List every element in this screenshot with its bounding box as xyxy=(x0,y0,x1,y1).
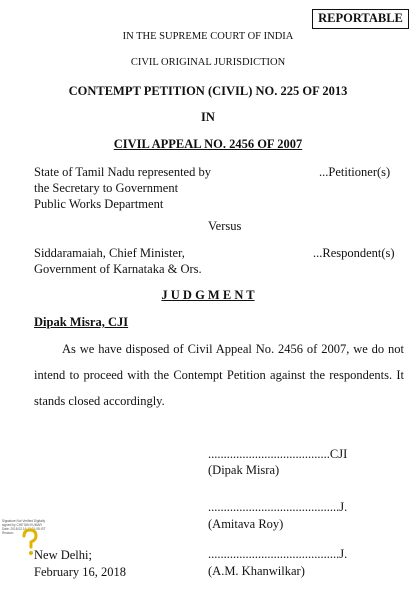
signatory-name: (Dipak Misra) xyxy=(208,463,280,477)
petitioner-line: the Secretary to Government xyxy=(34,181,179,195)
respondent-line: Siddaramaiah, Chief Minister, xyxy=(34,246,185,260)
jurisdiction: CIVIL ORIGINAL JURISDICTION xyxy=(130,57,286,68)
petitioner-role: ...Petitioner(s) xyxy=(319,165,391,179)
signature-line-judge: ..........................................J. xyxy=(208,500,348,514)
signatory-name: (A.M. Khanwilkar) xyxy=(208,564,305,578)
versus-label: Versus xyxy=(208,219,242,233)
place: New Delhi; xyxy=(34,548,92,562)
judgment-date: February 16, 2018 xyxy=(34,565,126,579)
petition-number: CONTEMPT PETITION (CIVIL) NO. 225 OF 2013 xyxy=(68,84,348,98)
judgment-paragraph: As we have disposed of Civil Appeal No. 2456 of 2007, we do not intend to proceed with the Contempt Petition against the respondents. It stands closed accordingly. xyxy=(34,342,404,408)
signature-line-judge: ..........................................J. xyxy=(208,547,348,561)
in-label: IN xyxy=(201,110,215,124)
appeal-number: CIVIL APPEAL NO. 2456 OF 2007 xyxy=(113,137,303,151)
judgment-author: Dipak Misra, CJI xyxy=(34,315,129,329)
petitioner-block xyxy=(34,164,211,212)
petitioner-line: Public Works Department xyxy=(34,197,164,211)
petitioner-line: State of Tamil Nadu represented by xyxy=(34,165,211,179)
signature-line-cji: .......................................CJI xyxy=(208,447,348,461)
respondent-role: ...Respondent(s) xyxy=(313,246,395,260)
respondent-line: Government of Karnataka & Ors. xyxy=(34,262,202,276)
reportable-badge: REPORTABLE xyxy=(312,9,409,29)
judgment-heading: J U D G M E N T xyxy=(161,288,255,302)
digital-signature-stamp: Signature Not Verified Digitally signed by CHETAN KUMAR Date: 2018.02.16 13:31:08 IST Reason: xyxy=(2,519,46,535)
signatory-name: (Amitava Roy) xyxy=(208,517,284,531)
court-name: IN THE SUPREME COURT OF INDIA xyxy=(122,31,294,42)
respondent-block xyxy=(34,245,202,277)
